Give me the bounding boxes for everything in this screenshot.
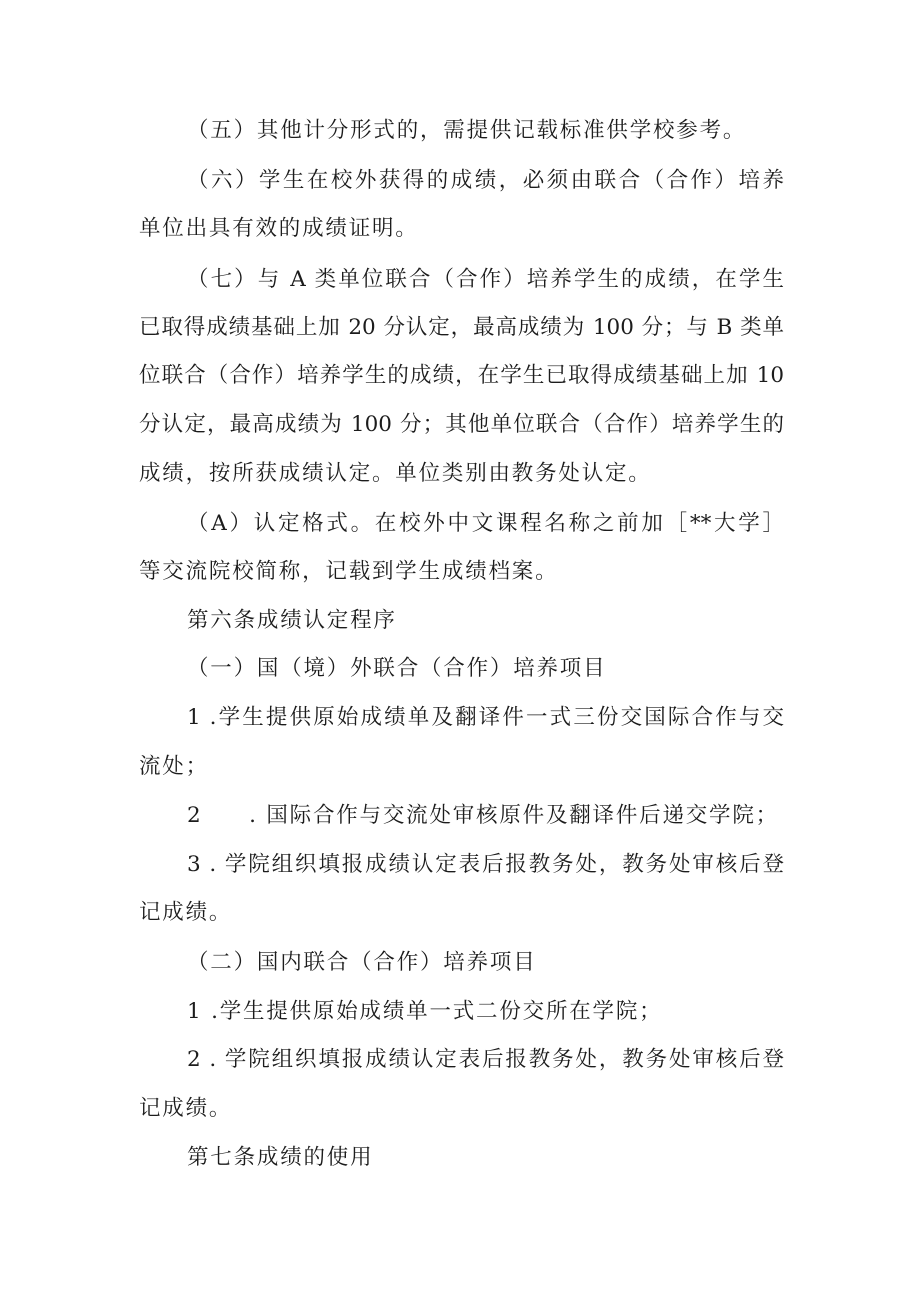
article-7-heading: 第七条成绩的使用 xyxy=(187,1145,374,1170)
domestic-step-2-line-1: 2 . 学院组织填报成绩认定表后报教务处，教务处审核后登 xyxy=(187,1047,784,1072)
paragraph-7-line-4: 分认定，最高成绩为 100 分；其他单位联合（合作）培养学生的 xyxy=(139,412,784,437)
paragraph-7-line-2: 已取得成绩基础上加 20 分认定，最高成绩为 100 分；与 B 类单 xyxy=(139,315,784,340)
step-2-line-1: 2 . 国际合作与交流处审核原件及翻译件后递交学院； xyxy=(187,803,779,828)
domestic-step-1: 1 .学生提供原始成绩单一式二份交所在学院； xyxy=(187,999,663,1024)
step-1-line-2: 流处； xyxy=(139,754,209,779)
paragraph-7-line-5: 成绩，按所获成绩认定。单位类别由教务处认定。 xyxy=(139,461,652,486)
step-1-line-1: 1 .学生提供原始成绩单及翻译件一式三份交国际合作与交 xyxy=(187,705,784,730)
step-3-line-2: 记成绩。 xyxy=(139,900,233,925)
paragraph-a-line-1: （A）认定格式。在校外中文课程名称之前加［**大学］ xyxy=(187,511,784,536)
domestic-step-2-line-2: 记成绩。 xyxy=(139,1096,233,1121)
section-1-heading: （一）国（境）外联合（合作）培养项目 xyxy=(187,656,607,681)
paragraph-7-line-3: 位联合（合作）培养学生的成绩，在学生已取得成绩基础上加 10 xyxy=(139,363,784,388)
paragraph-6-line-1: （六）学生在校外获得的成绩，必须由联合（合作）培养 xyxy=(187,168,784,193)
step-3-line-1: 3 . 学院组织填报成绩认定表后报教务处，教务处审核后登 xyxy=(187,852,784,877)
paragraph-5-line-1: （五）其他计分形式的，需提供记载标准供学校参考。 xyxy=(187,118,747,143)
paragraph-a-line-2: 等交流院校简称，记载到学生成绩档案。 xyxy=(139,559,559,584)
section-2-heading: （二）国内联合（合作）培养项目 xyxy=(187,950,537,975)
article-6-heading: 第六条成绩认定程序 xyxy=(187,608,397,633)
paragraph-6-line-2: 单位出具有效的成绩证明。 xyxy=(139,216,419,241)
paragraph-7-line-1: （七）与 A 类单位联合（合作）培养学生的成绩，在学生 xyxy=(187,267,784,292)
